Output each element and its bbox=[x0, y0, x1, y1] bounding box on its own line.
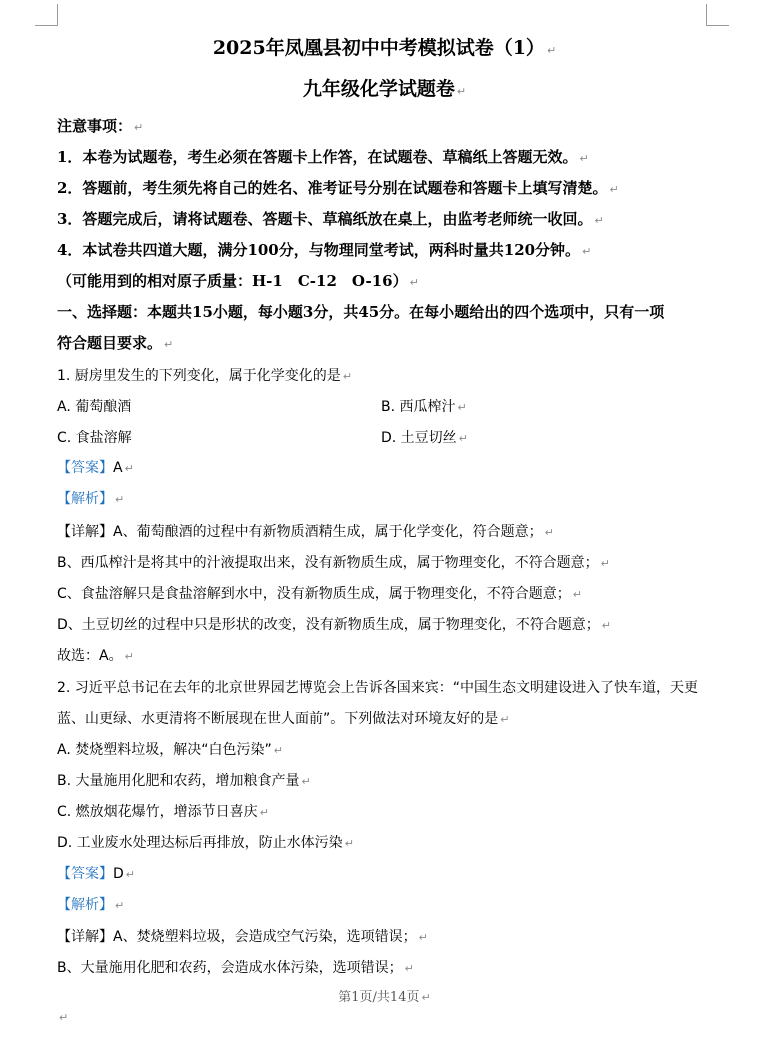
paragraph-mark: ↵ bbox=[609, 183, 619, 196]
paragraph-mark: ↵ bbox=[301, 775, 311, 788]
paragraph-mark: ↵ bbox=[115, 493, 125, 506]
detail-line: D、土豆切丝的过程中只是形状的改变，没有新物质生成，属于物理变化，不符合题意； ↵ bbox=[57, 617, 611, 633]
option-a: A. 葡萄酿酒 bbox=[57, 399, 132, 415]
trailing-paragraph-mark bbox=[57, 1008, 68, 1024]
section-heading: 一、选择题：本题共15小题，每小题3分，共45分。在每小题给出的四个选项中，只有一项 bbox=[57, 303, 665, 321]
paragraph-mark: ↵ bbox=[418, 931, 428, 944]
paragraph-mark: ↵ bbox=[344, 837, 354, 850]
notice-item: 2．答题前，考生须先将自己的姓名、准考证号分别在试题卷和答题卡上填写清楚。 ↵ bbox=[57, 179, 619, 197]
paragraph-mark: ↵ bbox=[124, 650, 134, 663]
crop-mark-right-h bbox=[707, 25, 729, 26]
page-subtitle: 九年级化学试题卷 ↵ bbox=[302, 78, 467, 100]
notice-item: 1．本卷为试题卷，考生必须在答题卡上作答，在试题卷、草稿纸上答题无效。 ↵ bbox=[57, 148, 589, 166]
conclusion-line: 故选：A。 ↵ bbox=[57, 648, 134, 664]
detail-tag: 【详解】 bbox=[57, 524, 113, 540]
paragraph-mark: ↵ bbox=[579, 152, 589, 165]
answer-line bbox=[57, 867, 135, 881]
paragraph-mark: ↵ bbox=[500, 713, 510, 726]
notice-item: 4．本试卷共四道大题，满分100分，与物理同堂考试，两科时量共120分钟。 ↵ bbox=[57, 241, 592, 259]
crop-mark-left-v bbox=[57, 4, 58, 26]
paragraph-mark: ↵ bbox=[134, 121, 144, 134]
question-stem: 2. 习近平总书记在去年的北京世界园艺博览会上告诉各国来宾：“中国生态文明建设进入了快车道，天更 bbox=[57, 680, 699, 696]
option-d: D. 工业废水处理达标后再排放，防止水体污染 ↵ bbox=[57, 835, 354, 851]
paragraph-mark: ↵ bbox=[421, 991, 431, 1004]
atomic-mass-note: （可能用到的相对原子质量：H-1 C-12 O-16） ↵ bbox=[57, 272, 419, 290]
paragraph-mark: ↵ bbox=[59, 1011, 69, 1024]
crop-mark-right-v bbox=[706, 4, 707, 26]
option-c: C. 燃放烟花爆竹，增添节日喜庆 ↵ bbox=[57, 804, 269, 820]
paragraph-mark: ↵ bbox=[409, 276, 419, 289]
option-a: A. 焚烧塑料垃圾，解决“白色污染” ↵ bbox=[57, 742, 283, 758]
analysis-tag: 【解析】 bbox=[57, 897, 113, 913]
paragraph-mark: ↵ bbox=[544, 526, 554, 539]
paragraph-mark: ↵ bbox=[456, 85, 467, 98]
paragraph-mark: ↵ bbox=[404, 962, 414, 975]
paragraph-mark: ↵ bbox=[125, 868, 135, 881]
option-b: B. 西瓜榨汁 ↵ bbox=[381, 399, 467, 415]
answer-tag: 【答案】 bbox=[57, 866, 113, 882]
option-b: B. 大量施用化肥和农药，增加粮食产量 ↵ bbox=[57, 773, 311, 789]
analysis-tag: 【解析】 bbox=[57, 491, 113, 507]
detail-line: C、食盐溶解只是食盐溶解到水中，没有新物质生成，属于物理变化，不符合题意； ↵ bbox=[57, 586, 582, 602]
paragraph-mark: ↵ bbox=[594, 214, 604, 227]
page-title: 2025年凤凰县初中中考模拟试卷（1） ↵ bbox=[212, 37, 557, 59]
paragraph-mark: ↵ bbox=[546, 44, 557, 57]
answer-tag: 【答案】 bbox=[57, 460, 113, 476]
section-heading-cont: 符合题目要求。 ↵ bbox=[57, 334, 174, 352]
notice-heading: 注意事项： ↵ bbox=[57, 117, 144, 135]
analysis-line bbox=[57, 492, 124, 506]
detail-line: B、西瓜榨汁是将其中的汁液提取出来，没有新物质生成，属于物理变化，不符合题意； ↵ bbox=[57, 555, 610, 571]
analysis-line bbox=[57, 898, 124, 912]
page-footer: 第1页/共14页 ↵ bbox=[338, 990, 431, 1005]
detail-line: B、大量施用化肥和农药，会造成水体污染，选项错误； ↵ bbox=[57, 960, 414, 976]
paragraph-mark: ↵ bbox=[457, 401, 467, 414]
answer-value: A bbox=[113, 460, 123, 476]
paragraph-mark: ↵ bbox=[458, 432, 468, 445]
paragraph-mark: ↵ bbox=[572, 588, 582, 601]
paragraph-mark: ↵ bbox=[259, 806, 269, 819]
answer-line bbox=[57, 461, 134, 475]
paragraph-mark: ↵ bbox=[164, 338, 174, 351]
answer-value: D bbox=[113, 866, 124, 882]
paragraph-mark: ↵ bbox=[582, 245, 592, 258]
paragraph-mark: ↵ bbox=[124, 462, 134, 475]
notice-item: 3．答题完成后，请将试题卷、答题卡、草稿纸放在桌上，由监考老师统一收回。 ↵ bbox=[57, 210, 604, 228]
paragraph-mark: ↵ bbox=[601, 619, 611, 632]
question-stem: 1. 厨房里发生的下列变化，属于化学变化的是 ↵ bbox=[57, 368, 353, 384]
option-d: D. 土豆切丝 ↵ bbox=[381, 430, 468, 446]
crop-mark-left-h bbox=[35, 25, 57, 26]
paragraph-mark: ↵ bbox=[273, 744, 283, 757]
detail-line: 【详解】A、焚烧塑料垃圾，会造成空气污染，选项错误； ↵ bbox=[57, 929, 428, 945]
paragraph-mark: ↵ bbox=[342, 370, 353, 383]
option-c: C. 食盐溶解 bbox=[57, 430, 132, 446]
question-stem-cont: 蓝、山更绿、水更清将不断展现在世人面前”。下列做法对环境友好的是 ↵ bbox=[57, 711, 510, 727]
detail-tag: 【详解】 bbox=[57, 929, 113, 945]
paragraph-mark: ↵ bbox=[115, 899, 125, 912]
detail-line: 【详解】A、葡萄酿酒的过程中有新物质酒精生成，属于化学变化，符合题意； ↵ bbox=[57, 524, 554, 540]
paragraph-mark: ↵ bbox=[600, 557, 610, 570]
